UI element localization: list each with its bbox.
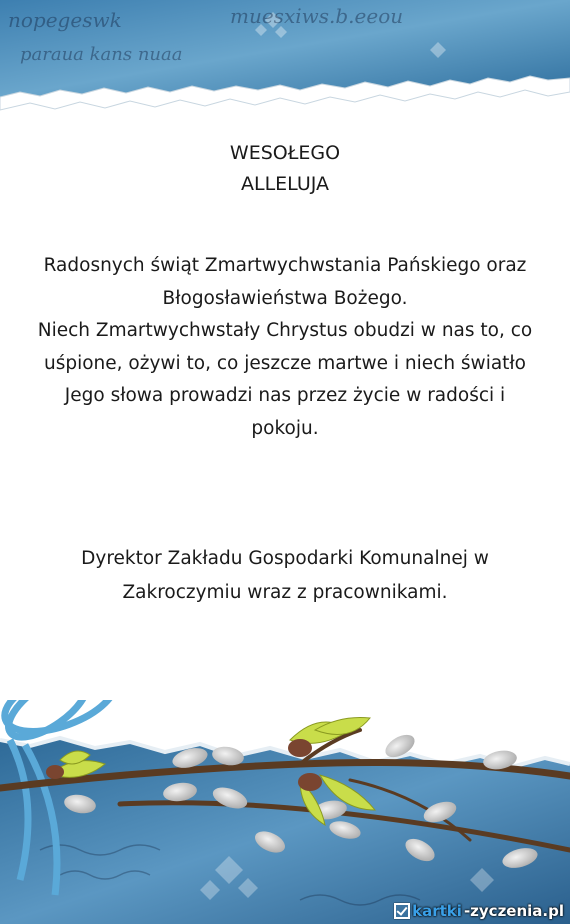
greeting-body bbox=[0, 250, 570, 445]
background-script-line-3: paraua kans nuaa bbox=[20, 44, 183, 65]
checkbox-icon bbox=[394, 903, 410, 919]
greeting-title bbox=[0, 138, 570, 200]
greeting-signature bbox=[0, 542, 570, 610]
body-line-2: Błogosławieństwa Bożego. bbox=[162, 287, 408, 309]
site-watermark-logo bbox=[394, 902, 564, 920]
greeting-title-line-2: ALLELUJA bbox=[241, 173, 329, 195]
watermark-part-1: kartki bbox=[412, 902, 462, 920]
signature-line-2: Zakroczymiu wraz z pracownikami. bbox=[122, 582, 448, 603]
body-line-3: Niech Zmartwychwstały Chrystus obudzi w nas to, co bbox=[37, 320, 533, 341]
background-script-line-2: muesxiws.b.eeou bbox=[230, 4, 404, 28]
background-script-line-1: nopegeswk bbox=[8, 8, 122, 32]
bottom-spring-branch-decoration bbox=[0, 700, 570, 924]
greeting-title-line-1: WESOŁEGO bbox=[229, 142, 341, 164]
watermark-part-2: -zyczenia.pl bbox=[463, 902, 564, 920]
signature-line-1: Dyrektor Zakładu Gospodarki Komunalnej w bbox=[81, 548, 489, 569]
body-line-1: Radosnych świąt Zmartwychwstania Pańskiego oraz bbox=[43, 255, 527, 276]
body-line-6: pokoju. bbox=[251, 417, 319, 439]
body-line-4: uśpione, ożywi to, co jeszcze martwe i niech światło bbox=[43, 352, 526, 374]
body-line-5: Jego słowa prowadzi nas przez życie w radości i bbox=[64, 385, 506, 406]
